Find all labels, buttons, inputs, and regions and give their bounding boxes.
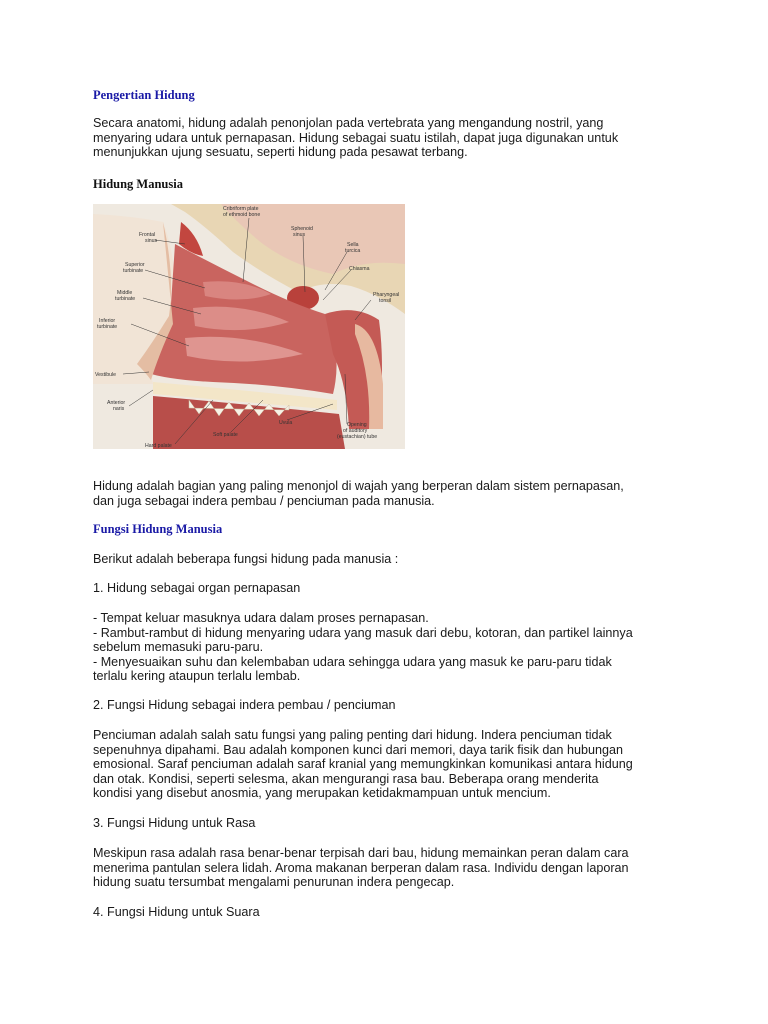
label-hard-palate (145, 443, 172, 449)
label-line: turcica (345, 248, 361, 254)
text-line: 1. Hidung sebagai organ pernapasan (93, 581, 301, 595)
text-line: menyaring udara untuk pernapasan. Hidung sebagai suatu istilah, dapat juga digunakan untuk (93, 130, 619, 145)
label-line: of ethmoid bone (223, 212, 261, 218)
heading-fungsi-hidung: Fungsi Hidung Manusia (93, 522, 223, 536)
text-line: Secara anatomi, hidung adalah penonjolan pada vertebrata yang mengandung nostril, yang (93, 116, 604, 130)
label-line: Inferior (99, 318, 116, 324)
label-line: Chiasma (349, 266, 370, 272)
text-line: menerima pantulan selera lidah. Aroma makanan berperan dalam rasa. Individu dengan laporan (93, 860, 629, 875)
paragraph-bagian (93, 479, 624, 508)
text-line: - Menyesuaikan suhu dan kelembaban udara sehingga udara yang masuk ke paru-paru tidak (93, 654, 612, 669)
text-line: hidung suatu tersumbat mengalami penurunan indera pengecap. (93, 875, 455, 890)
list-heading-1 (93, 581, 300, 596)
label-line: Middle (117, 290, 133, 296)
label-line: turbinate (115, 296, 136, 302)
label-anterior (107, 400, 125, 412)
text-line: Penciuman adalah salah satu fungsi yang paling penting dari hidung. Indera penciuman tidak (93, 728, 612, 742)
label-line: Sella (347, 242, 359, 248)
paragraph-list-pernapasan (93, 611, 633, 684)
heading-pengertian-hidung: Pengertian Hidung (93, 88, 195, 102)
paragraph-rasa (93, 846, 629, 890)
paragraph-pengertian (93, 116, 618, 160)
label-line: Vestibule (95, 372, 117, 378)
label-line: sinus (293, 232, 306, 238)
label-cribriform (223, 206, 260, 218)
label-line: Soft palate (213, 432, 238, 438)
label-line: Frontal (139, 232, 156, 238)
label-line: tonsil (379, 298, 392, 304)
text-line: Berikut adalah beberapa fungsi hidung pada manusia : (93, 552, 399, 566)
label-line: naris (113, 406, 125, 412)
label-line: Superior (125, 262, 145, 268)
text-line: sepenuhnya dipahami. Bau adalah komponen kunci dari memori, daya tarik fisik dan hubungan (93, 742, 623, 757)
label-soft-palate (213, 432, 238, 438)
text-line: sebelum memasuki paru-paru. (93, 640, 264, 655)
label-line: turbinate (97, 324, 118, 330)
label-line: of auditory (343, 428, 368, 434)
text-line: - Rambut-rambut di hidung menyaring udara yang masuk dari debu, kotoran, dan partikel lainnya (93, 625, 633, 640)
text-line: dan juga sebagai indera pembau / penciuman pada manusia. (93, 493, 435, 508)
label-middle (115, 290, 135, 302)
label-line: Cribriform plate (223, 206, 259, 212)
text-line: menunjukkan ujung sesuatu, seperti hidung pada pesawat terbang. (93, 145, 468, 160)
text-line: 3. Fungsi Hidung untuk Rasa (93, 816, 256, 830)
text-line: - Tempat keluar masuknya udara dalam proses pernapasan. (93, 611, 429, 625)
label-uvula (279, 420, 292, 426)
text-line: Hidung adalah bagian yang paling menonjol di wajah yang berperan dalam sistem pernapasan, (93, 479, 624, 493)
label-line: Anterior (107, 400, 126, 406)
list-heading-2 (93, 698, 395, 713)
superior-turbinate-shape (203, 281, 271, 299)
text-line: 4. Fungsi Hidung untuk Suara (93, 905, 260, 919)
label-line: sinus (145, 238, 158, 244)
text-line: dan otak. Kondisi, seperti selesma, akan mengurangi rasa bau. Beberapa orang menderita (93, 771, 599, 786)
paragraph-berikut (93, 552, 398, 567)
list-heading-4 (93, 905, 260, 920)
label-line: turbinate (123, 268, 144, 274)
nose-anatomy-figure (93, 204, 405, 449)
label-chiasma (349, 266, 370, 272)
list-heading-3 (93, 816, 255, 831)
label-vestibule (95, 372, 116, 378)
text-line: Meskipun rasa adalah rasa benar-benar terpisah dari bau, hidung memainkan peran dalam cara (93, 846, 629, 860)
text-line: kondisi yang disebut anosmia, yang merupakan ketidakmampuan untuk mencium. (93, 786, 551, 801)
heading-hidung-manusia: Hidung Manusia (93, 177, 183, 191)
label-sella (345, 242, 360, 254)
label-line: Pharyngeal (373, 292, 400, 298)
text-line: terlalu kering ataupun terlalu lembab. (93, 669, 301, 684)
label-line: Opening (347, 422, 367, 428)
text-line: 2. Fungsi Hidung sebagai indera pembau / penciuman (93, 698, 396, 712)
label-inferior (97, 318, 117, 330)
label-superior (123, 262, 145, 274)
label-line: Hard palate (145, 443, 172, 449)
label-line: (eustachian) tube (337, 434, 378, 440)
label-line: Uvula (279, 420, 293, 426)
text-line: emosional. Saraf penciuman adalah saraf kranial yang memungkinkan komunikasi antara hidung (93, 757, 633, 772)
label-line: Sphenoid (291, 226, 313, 232)
paragraph-penciuman (93, 728, 633, 801)
